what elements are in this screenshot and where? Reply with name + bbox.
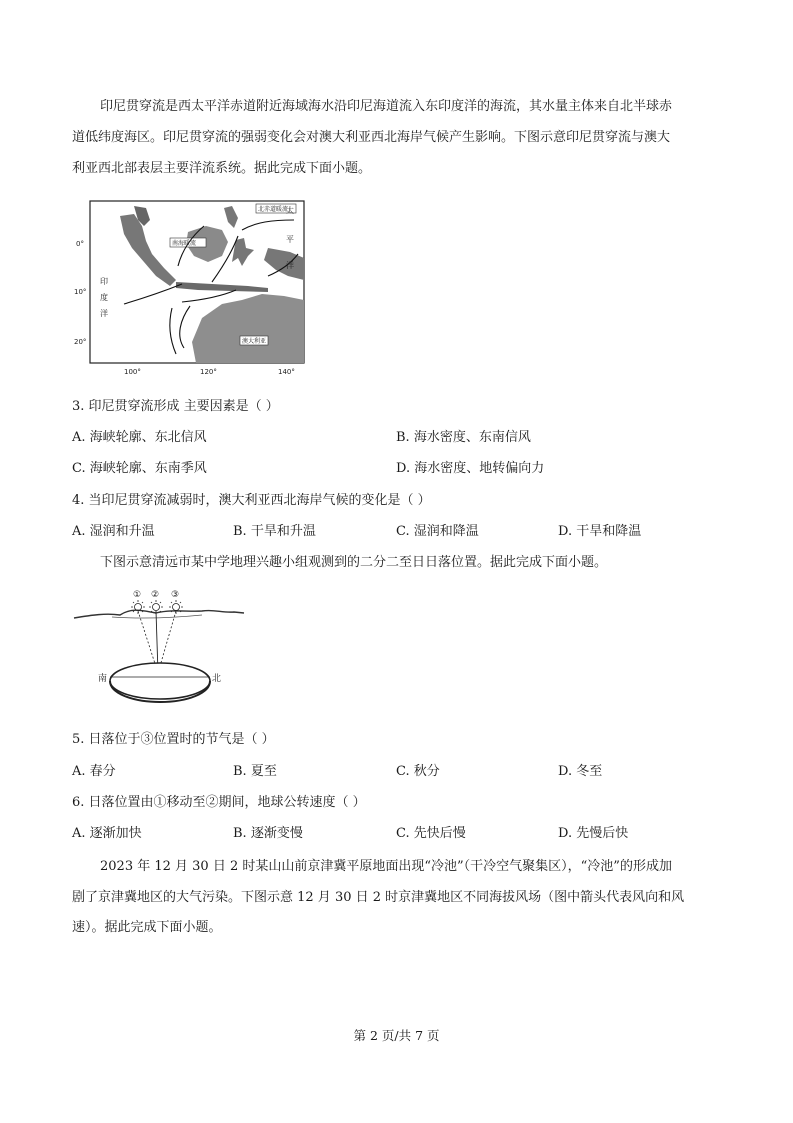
sun-icon-2: [153, 604, 160, 611]
label-north-equatorial: 北赤道暖流: [258, 206, 289, 213]
page-footer: 第 2 页/共 7 页: [353, 1028, 440, 1043]
q6-stem: 6. 日落位置由①移动至②期间，地球公转速度（ ）: [72, 795, 366, 810]
q5-option-d[interactable]: D. 冬至: [558, 764, 603, 779]
q3-option-b[interactable]: B. 海水密度、东南信风: [396, 430, 531, 445]
intro-3-line-1: 2023 年 12 月 30 日 2 时某山山前京津冀平原地面出现“冷池”（干冷空气聚集区），“冷池”的形成加: [100, 859, 672, 874]
intro-3-line-3: 速）。据此完成下面小题。: [72, 920, 222, 935]
intro-1-line-1: 印尼贯穿流是西太平洋赤道附近海域海水沿印尼海道流入东印度洋的海流，其水量主体来自北半球赤: [100, 99, 673, 114]
q5-option-a[interactable]: A. 春分: [72, 764, 116, 779]
q3-option-c[interactable]: C. 海峡轮廓、东南季风: [72, 461, 207, 476]
q3-stem: 3. 印尼贯穿流形成 主要因素是（ ）: [72, 399, 279, 414]
sunset-svg: [72, 585, 247, 707]
q3-option-a[interactable]: A. 海峡轮廓、东北信风: [72, 430, 207, 445]
marker-1: ①: [133, 590, 142, 600]
q4-option-d[interactable]: D. 干旱和降温: [558, 524, 642, 539]
q5-option-b[interactable]: B. 夏至: [233, 764, 277, 779]
lat-label-20: 20°: [74, 338, 87, 346]
lon-label-100: 100°: [124, 368, 141, 376]
label-north: 北: [212, 674, 222, 684]
sun-icon-3: [173, 604, 180, 611]
q6-option-d[interactable]: D. 先慢后快: [558, 826, 629, 841]
q4-option-c[interactable]: C. 湿润和降温: [396, 524, 479, 539]
indonesia-throughflow-map: [72, 196, 332, 382]
horizon-shadow: [112, 615, 202, 618]
sun-icon-1: [135, 604, 142, 611]
sun-icons: [131, 600, 183, 614]
q5-option-c[interactable]: C. 秋分: [396, 764, 440, 779]
pacific-char-1: 太: [286, 206, 294, 215]
indian-ocean-char-1: 印: [100, 277, 108, 286]
q4-stem: 4. 当印尼贯穿流减弱时，澳大利亚西北海岸气候的变化是（ ）: [72, 493, 431, 508]
marker-3: ③: [171, 590, 180, 600]
label-south: 南: [98, 674, 108, 684]
lon-label-120: 120°: [200, 368, 217, 376]
q3-option-d[interactable]: D. 海水密度、地转偏向力: [396, 461, 545, 476]
q6-option-c[interactable]: C. 先快后慢: [396, 826, 466, 841]
intro-paragraph-2: 下图示意清远市某中学地理兴趣小组观测到的二分二至日日落位置。据此完成下面小题。: [100, 555, 608, 570]
intro-1-line-2: 道低纬度海区。印尼贯穿流的强弱变化会对澳大利亚西北海岸气候产生影响。下图示意印尼贯穿流与澳大: [72, 130, 671, 145]
q6-option-a[interactable]: A. 逐渐加快: [72, 826, 142, 841]
pacific-char-3: 洋: [286, 261, 294, 270]
label-south-china-sea: 南海暖流: [172, 240, 197, 247]
lat-label-10: 10°: [74, 288, 87, 296]
indian-ocean-char-2: 度: [100, 293, 108, 302]
q5-stem: 5. 日落位于③位置时的节气是（ ）: [72, 732, 275, 747]
observer-plane: [110, 663, 210, 699]
map-svg: [72, 196, 332, 382]
q4-option-a[interactable]: A. 湿润和升温: [72, 524, 155, 539]
sunset-position-diagram: [72, 585, 247, 707]
label-australia: 澳大利亚: [242, 338, 267, 345]
indian-ocean-char-3: 洋: [100, 309, 108, 318]
q6-option-b[interactable]: B. 逐渐变慢: [233, 826, 303, 841]
lon-label-140: 140°: [278, 368, 295, 376]
q4-option-b[interactable]: B. 干旱和升温: [233, 524, 316, 539]
lat-label-0: 0°: [76, 240, 84, 248]
pacific-char-2: 平: [286, 235, 294, 244]
horizon-line: [74, 610, 244, 618]
intro-1-line-3: 利亚西北部表层主要洋流系统。据此完成下面小题。: [72, 161, 372, 176]
marker-2: ②: [151, 590, 160, 600]
intro-3-line-2: 剧了京津冀地区的大气污染。下图示意 12 月 30 日 2 时京津冀地区不同海拔风场（图中箭头代表风向和风: [72, 890, 685, 905]
